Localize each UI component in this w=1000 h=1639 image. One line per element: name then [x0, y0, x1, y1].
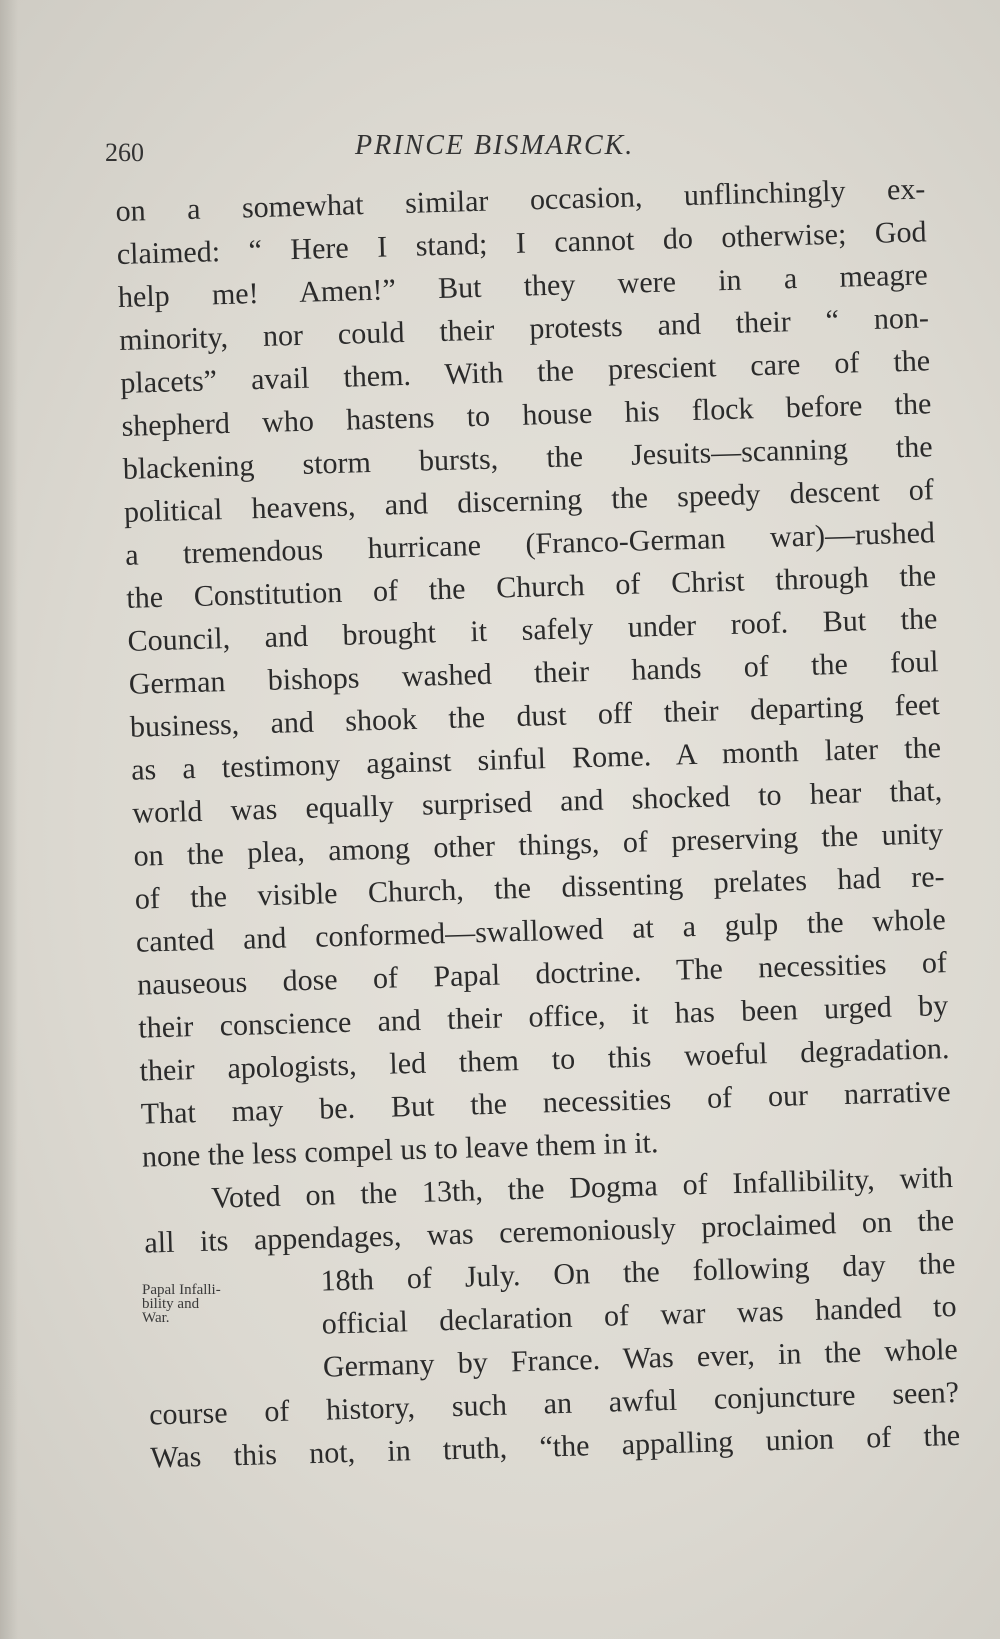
text-line: shepherd who hastens to house his flock before the	[121, 387, 932, 443]
sidenote-line: Papal Infalli-	[142, 1282, 221, 1298]
text-line: claimed: “ Here I stand; I cannot do otherwise; God	[116, 215, 927, 271]
text-line: all its appendages, was ceremoniously proclaimed on the	[143, 1203, 955, 1260]
sidenote-line: bility and	[142, 1296, 200, 1312]
page-header	[105, 130, 665, 170]
text-line: minority, nor could their protests and their “ non-	[118, 301, 930, 357]
text-line: placets” avail them. With the prescient care of the	[119, 344, 931, 400]
page-edge-shadow	[0, 0, 18, 1639]
text-line: business, and shook the dust off their departing feet	[129, 688, 941, 744]
text-line: of the visible Church, the dissenting prelates had re-	[134, 860, 945, 916]
text-line: none the less compel us to leave them in it.	[141, 1126, 659, 1174]
text-line: That may be. But the necessities of our narrative	[140, 1075, 951, 1131]
text-line: as a testimony against sinful Rome. A month later the	[130, 731, 942, 787]
paragraph-first-line: Voted on the 13th, the Dogma of Infallibility, with	[210, 1160, 954, 1215]
sidenote-line: War.	[142, 1310, 170, 1326]
text-line: Was this not, in truth, “the appalling union of the	[149, 1418, 961, 1475]
text-line: a tremendous hurricane (Franco-German war)—rushed	[124, 516, 936, 572]
margin-sidenote	[142, 1283, 282, 1325]
text-line: on a somewhat similar occasion, unflinchingly ex-	[115, 172, 926, 228]
page-number: 260	[105, 138, 144, 167]
text-line: on the plea, among other things, of preserving the unity	[133, 817, 944, 873]
text-line: the Constitution of the Church of Christ through the	[125, 559, 937, 615]
text-line: their conscience and their office, it has been urged by	[137, 989, 949, 1045]
text-line: course of history, such an awful conjuncture seen?	[148, 1375, 960, 1432]
running-head: PRINCE BISMARCK.	[355, 130, 635, 161]
text-line: official declaration of war was handed to	[321, 1289, 957, 1341]
text-line: blackening storm bursts, the Jesuits—scanning the	[122, 430, 933, 486]
text-line: canted and conformed—swallowed at a gulp the whole	[135, 903, 947, 959]
text-line: help me! Amen!” But they were in a meagre	[117, 258, 929, 314]
text-line: political heavens, and discerning the speedy descent of	[123, 473, 935, 529]
text-line: Germany by France. Was ever, in the whole	[322, 1332, 959, 1384]
text-line: world was equally surprised and shocked to hear that,	[131, 774, 943, 830]
text-line: their apologists, led them to this woeful degradation.	[139, 1032, 950, 1088]
text-line: German bishops washed their hands of the foul	[128, 645, 939, 701]
text-line: nauseous dose of Papal doctrine. The necessities of	[136, 946, 948, 1002]
text-line: 18th of July. On the following day the	[320, 1246, 956, 1298]
text-line: Council, and brought it safely under roof. But the	[127, 602, 938, 658]
